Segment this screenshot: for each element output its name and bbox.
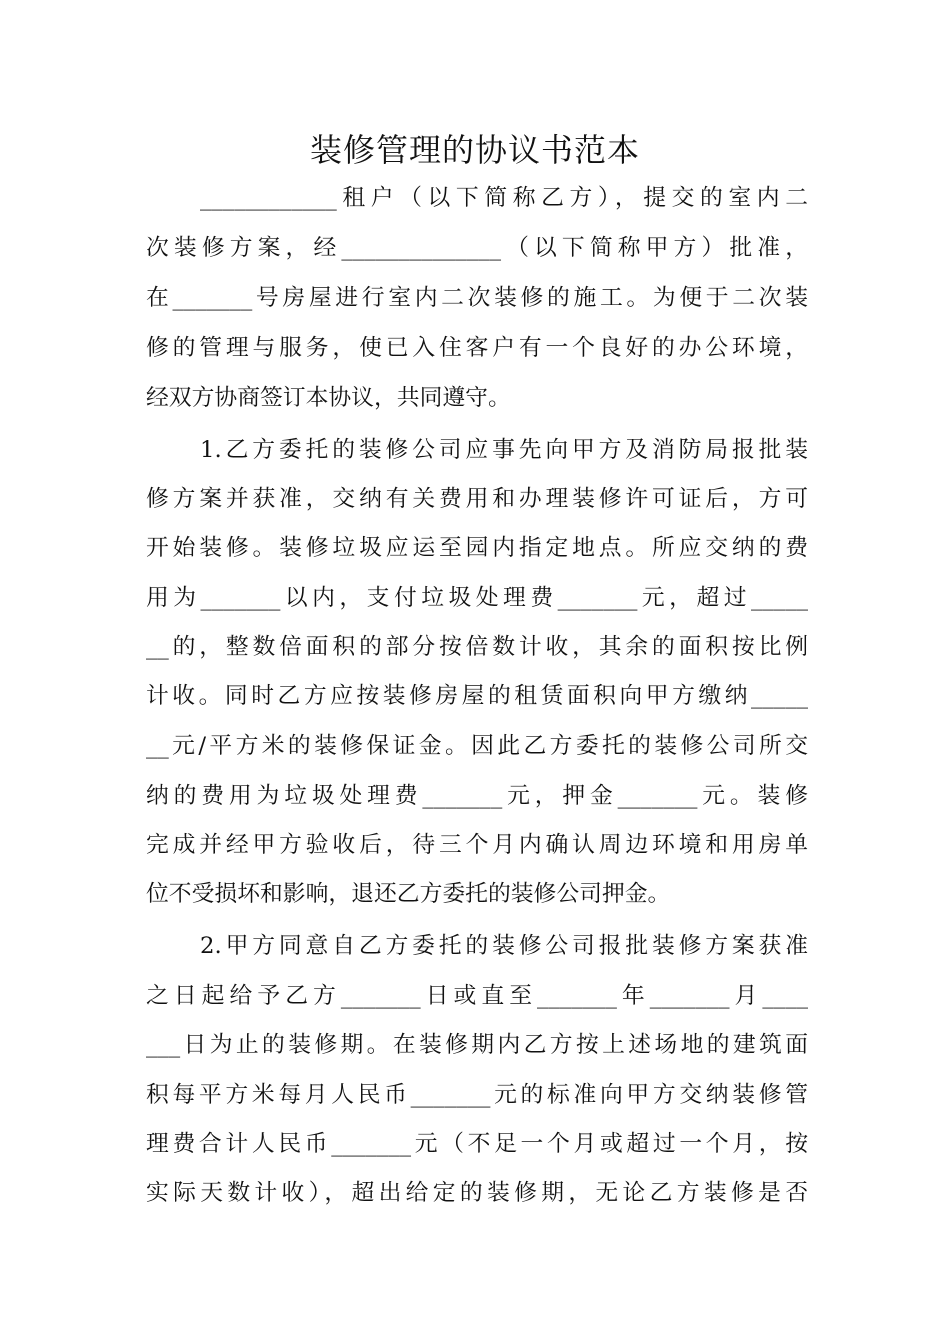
paragraph-line: 完成并经甲方验收后，待三个月内确认周边环境和用房单 [146,832,808,858]
paragraph-line: __元/平方米的装修保证金。因此乙方委托的装修公司所交 [146,733,808,759]
paragraph-line: 用为_______以内，支付垃圾处理费_______元，超过_____ [146,585,808,611]
paragraph-line: ____________租户（以下简称乙方），提交的室内二 [200,185,808,211]
paragraph-line: 积每平方米每月人民币_______元的标准向甲方交纳装修管 [146,1082,808,1108]
paragraph-line: 之日起给予乙方_______日或直至_______年_______月____ [146,983,808,1009]
paragraph-line: 2.甲方同意自乙方委托的装修公司报批装修方案获准 [200,933,808,959]
paragraph-line: 纳的费用为垃圾处理费_______元，押金_______元。装修 [146,783,808,809]
paragraph-line: 次装修方案，经______________（以下简称甲方）批准， [146,235,808,261]
paragraph-line: 开始装修。装修垃圾应运至园内指定地点。所应交纳的费 [146,535,808,561]
paragraph-line: 实际天数计收），超出给定的装修期，无论乙方装修是否 [146,1180,808,1206]
paragraph-line: 经双方协商签订本协议，共同遵守。 [146,385,511,411]
document-title: 装修管理的协议书范本 [309,131,640,169]
paragraph-line: 在_______号房屋进行室内二次装修的施工。为便于二次装 [146,285,808,311]
paragraph-line: 理费合计人民币_______元（不足一个月或超过一个月，按 [146,1131,808,1157]
paragraph-line: 修的管理与服务，使已入住客户有一个良好的办公环境， [146,335,808,361]
paragraph-line: 位不受损坏和影响，退还乙方委托的装修公司押金。 [146,881,671,907]
paragraph-line: 计收。同时乙方应按装修房屋的租赁面积向甲方缴纳_____ [146,683,808,709]
paragraph-line: 1.乙方委托的装修公司应事先向甲方及消防局报批装 [200,437,808,463]
paragraph-line: 修方案并获准，交纳有关费用和办理装修许可证后，方可 [146,486,808,512]
paragraph-line: ___日为止的装修期。在装修期内乙方按上述场地的建筑面 [146,1032,808,1058]
paragraph-line: __的，整数倍面积的部分按倍数计收，其余的面积按比例 [146,634,808,660]
